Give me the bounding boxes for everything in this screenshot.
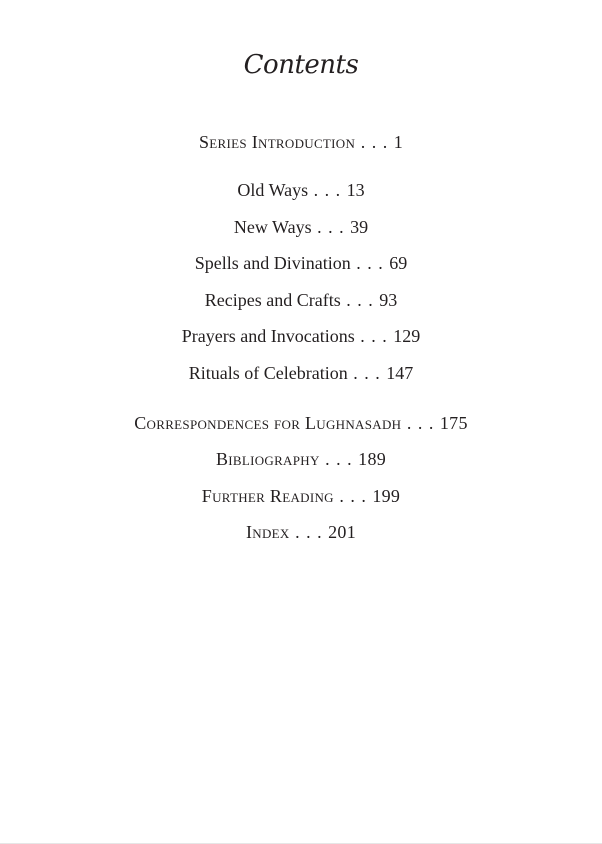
- toc-entry-series-introduction[interactable]: [0, 132, 602, 153]
- toc-entry-new-ways[interactable]: [0, 217, 602, 238]
- page-title: Contents: [243, 50, 359, 80]
- toc-entry-leader: . . .: [350, 253, 390, 273]
- toc-entry-page: 129: [393, 326, 421, 346]
- toc-entry-label: Prayers and Invocations: [181, 326, 355, 346]
- toc-entry-leader: . . .: [340, 290, 380, 310]
- toc-entry-label: Index: [245, 522, 290, 542]
- toc-entry-label: Further Reading: [201, 486, 334, 506]
- toc-entry-label: Series Introduction: [198, 132, 356, 152]
- toc-entry-leader: . . .: [289, 522, 329, 542]
- toc-entry-correspondences[interactable]: [0, 413, 602, 434]
- toc-entry-leader: . . .: [311, 217, 351, 237]
- toc-entry-recipes-and-crafts[interactable]: [0, 290, 602, 311]
- toc-entry-leader: . . .: [333, 486, 373, 506]
- toc-entry-rituals-of-celebration[interactable]: [0, 363, 602, 384]
- toc-entry-label: New Ways: [233, 217, 312, 237]
- toc-entry-label: Rituals of Celebration: [188, 363, 348, 383]
- toc-entry-further-reading[interactable]: [0, 486, 602, 507]
- toc-entry-leader: . . .: [354, 326, 394, 346]
- toc-entry-prayers-and-invocations[interactable]: [0, 326, 602, 347]
- toc-entry-label: Old Ways: [237, 180, 309, 200]
- toc-entry-page: 1: [393, 132, 403, 152]
- toc-entry-page: 93: [379, 290, 398, 310]
- toc-entry-page: 189: [358, 449, 387, 469]
- toc-entry-bibliography[interactable]: [0, 449, 602, 470]
- toc-entry-label: Correspondences for Lughnasadh: [134, 413, 402, 433]
- toc-entry-page: 175: [439, 413, 468, 433]
- toc-entry-page: 69: [389, 253, 408, 273]
- toc-entry-label: Bibliography: [215, 449, 320, 469]
- toc-entry-label: Spells and Divination: [194, 253, 351, 273]
- toc-entry-page: 201: [328, 522, 356, 542]
- toc-entry-index[interactable]: [0, 522, 602, 543]
- toc-entry-page: 13: [346, 180, 365, 200]
- toc-entry-leader: . . .: [347, 363, 387, 383]
- toc-entry-leader: . . .: [319, 449, 359, 469]
- toc-entry-leader: . . .: [401, 413, 440, 433]
- toc-entry-spells-and-divination[interactable]: [0, 253, 602, 274]
- toc-entry-page: 147: [386, 363, 414, 383]
- toc-entry-page: 199: [372, 486, 401, 506]
- toc-entry-leader: . . .: [308, 180, 347, 200]
- toc-entry-label: Recipes and Crafts: [204, 290, 341, 310]
- toc-entry-page: 39: [350, 217, 369, 237]
- toc-entry-leader: . . .: [355, 132, 394, 152]
- toc-entry-old-ways[interactable]: [0, 180, 602, 201]
